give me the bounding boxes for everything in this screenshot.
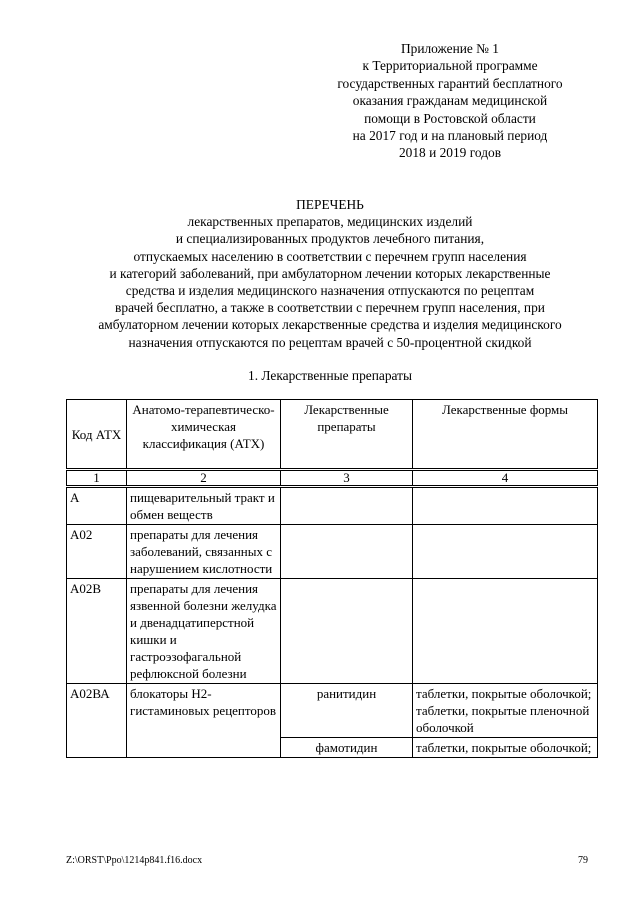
- section-title: 1. Лекарственные препараты: [248, 368, 412, 383]
- cell-code: А: [67, 487, 127, 525]
- cell-drug: [281, 487, 413, 525]
- cell-code: А02ВА: [67, 684, 127, 758]
- appendix-line: оказания гражданам медицинской: [352, 93, 548, 109]
- column-number: 2: [127, 470, 281, 487]
- title-line: врачей бесплатно, а также в соответствии с перечнем групп населения, при: [115, 300, 545, 316]
- appendix-line: на 2017 год и на плановый период: [352, 128, 548, 144]
- cell-forms: таблетки, покрытые оболочкой;: [413, 738, 598, 758]
- appendix-line: помощи в Ростовской области: [364, 110, 536, 126]
- column-number-row: [67, 470, 598, 487]
- title-line: назначения отпускаются по рецептам врачей с 50-процентной скидкой: [128, 334, 532, 350]
- title-heading: ПЕРЕЧЕНЬ: [296, 197, 364, 212]
- footer-page-number: 79: [578, 855, 588, 866]
- cell-forms: таблетки, покрытые оболочкой; таблетки, покрытые пленочной оболочкой: [413, 684, 598, 738]
- column-number: 4: [413, 470, 598, 487]
- table-row: [67, 487, 598, 525]
- column-number: 1: [67, 470, 127, 487]
- table-header-row: [67, 400, 598, 470]
- header-forms: Лекарственные формы: [413, 400, 598, 470]
- column-number: 3: [281, 470, 413, 487]
- cell-forms: [413, 525, 598, 579]
- cell-drug: ранитидин: [281, 684, 413, 738]
- title-line: амбулаторном лечении которых лекарственные средства и изделия медицинского: [98, 317, 562, 333]
- header-classification: Анатомо-терапевтическо-химическая классификация (АТХ): [127, 400, 281, 470]
- cell-forms: [413, 579, 598, 684]
- cell-drug: фамотидин: [281, 738, 413, 758]
- cell-code: А02: [67, 525, 127, 579]
- cell-drug: [281, 525, 413, 579]
- header-code-atx: Код АТХ: [67, 400, 127, 470]
- appendix-line: 2018 и 2019 годов: [398, 145, 502, 161]
- table-row: [67, 525, 598, 579]
- footer-file-path: Z:\ORST\Ppo\1214p841.f16.docx: [66, 855, 203, 866]
- table-row: [67, 579, 598, 684]
- title-line: и специализированных продуктов лечебного питания,: [175, 231, 485, 247]
- drug-table: [66, 399, 598, 758]
- cell-code: А02В: [67, 579, 127, 684]
- appendix-line: Приложение № 1: [400, 41, 500, 56]
- document-title: [40, 196, 620, 351]
- appendix-block: [300, 40, 600, 162]
- title-line: средства и изделия медицинского назначения отпускаются по рецептам: [125, 283, 535, 299]
- title-line: лекарственных препаратов, медицинских изделий: [187, 214, 473, 230]
- cell-classification: пищеварительный тракт и обмен веществ: [127, 487, 281, 525]
- cell-classification: препараты для лечения заболеваний, связанных с нарушением кислотности: [127, 525, 281, 579]
- appendix-line: к Территориальной программе: [362, 58, 538, 74]
- title-line: и категорий заболеваний, при амбулаторном лечении которых лекарственные: [109, 265, 551, 281]
- title-line: отпускаемых населению в соответствии с перечнем групп населения: [133, 248, 527, 264]
- cell-classification: препараты для лечения язвенной болезни желудка и двенадцатиперстной кишки и гастроэзофагальной рефлюксной болезни: [127, 579, 281, 684]
- table-row: [67, 684, 598, 738]
- header-drugs: Лекарственные препараты: [281, 400, 413, 470]
- cell-classification: блокаторы Н2-гистаминовых рецепторов: [127, 684, 281, 758]
- cell-forms: [413, 487, 598, 525]
- appendix-line: государственных гарантий бесплатного: [337, 75, 563, 91]
- cell-drug: [281, 579, 413, 684]
